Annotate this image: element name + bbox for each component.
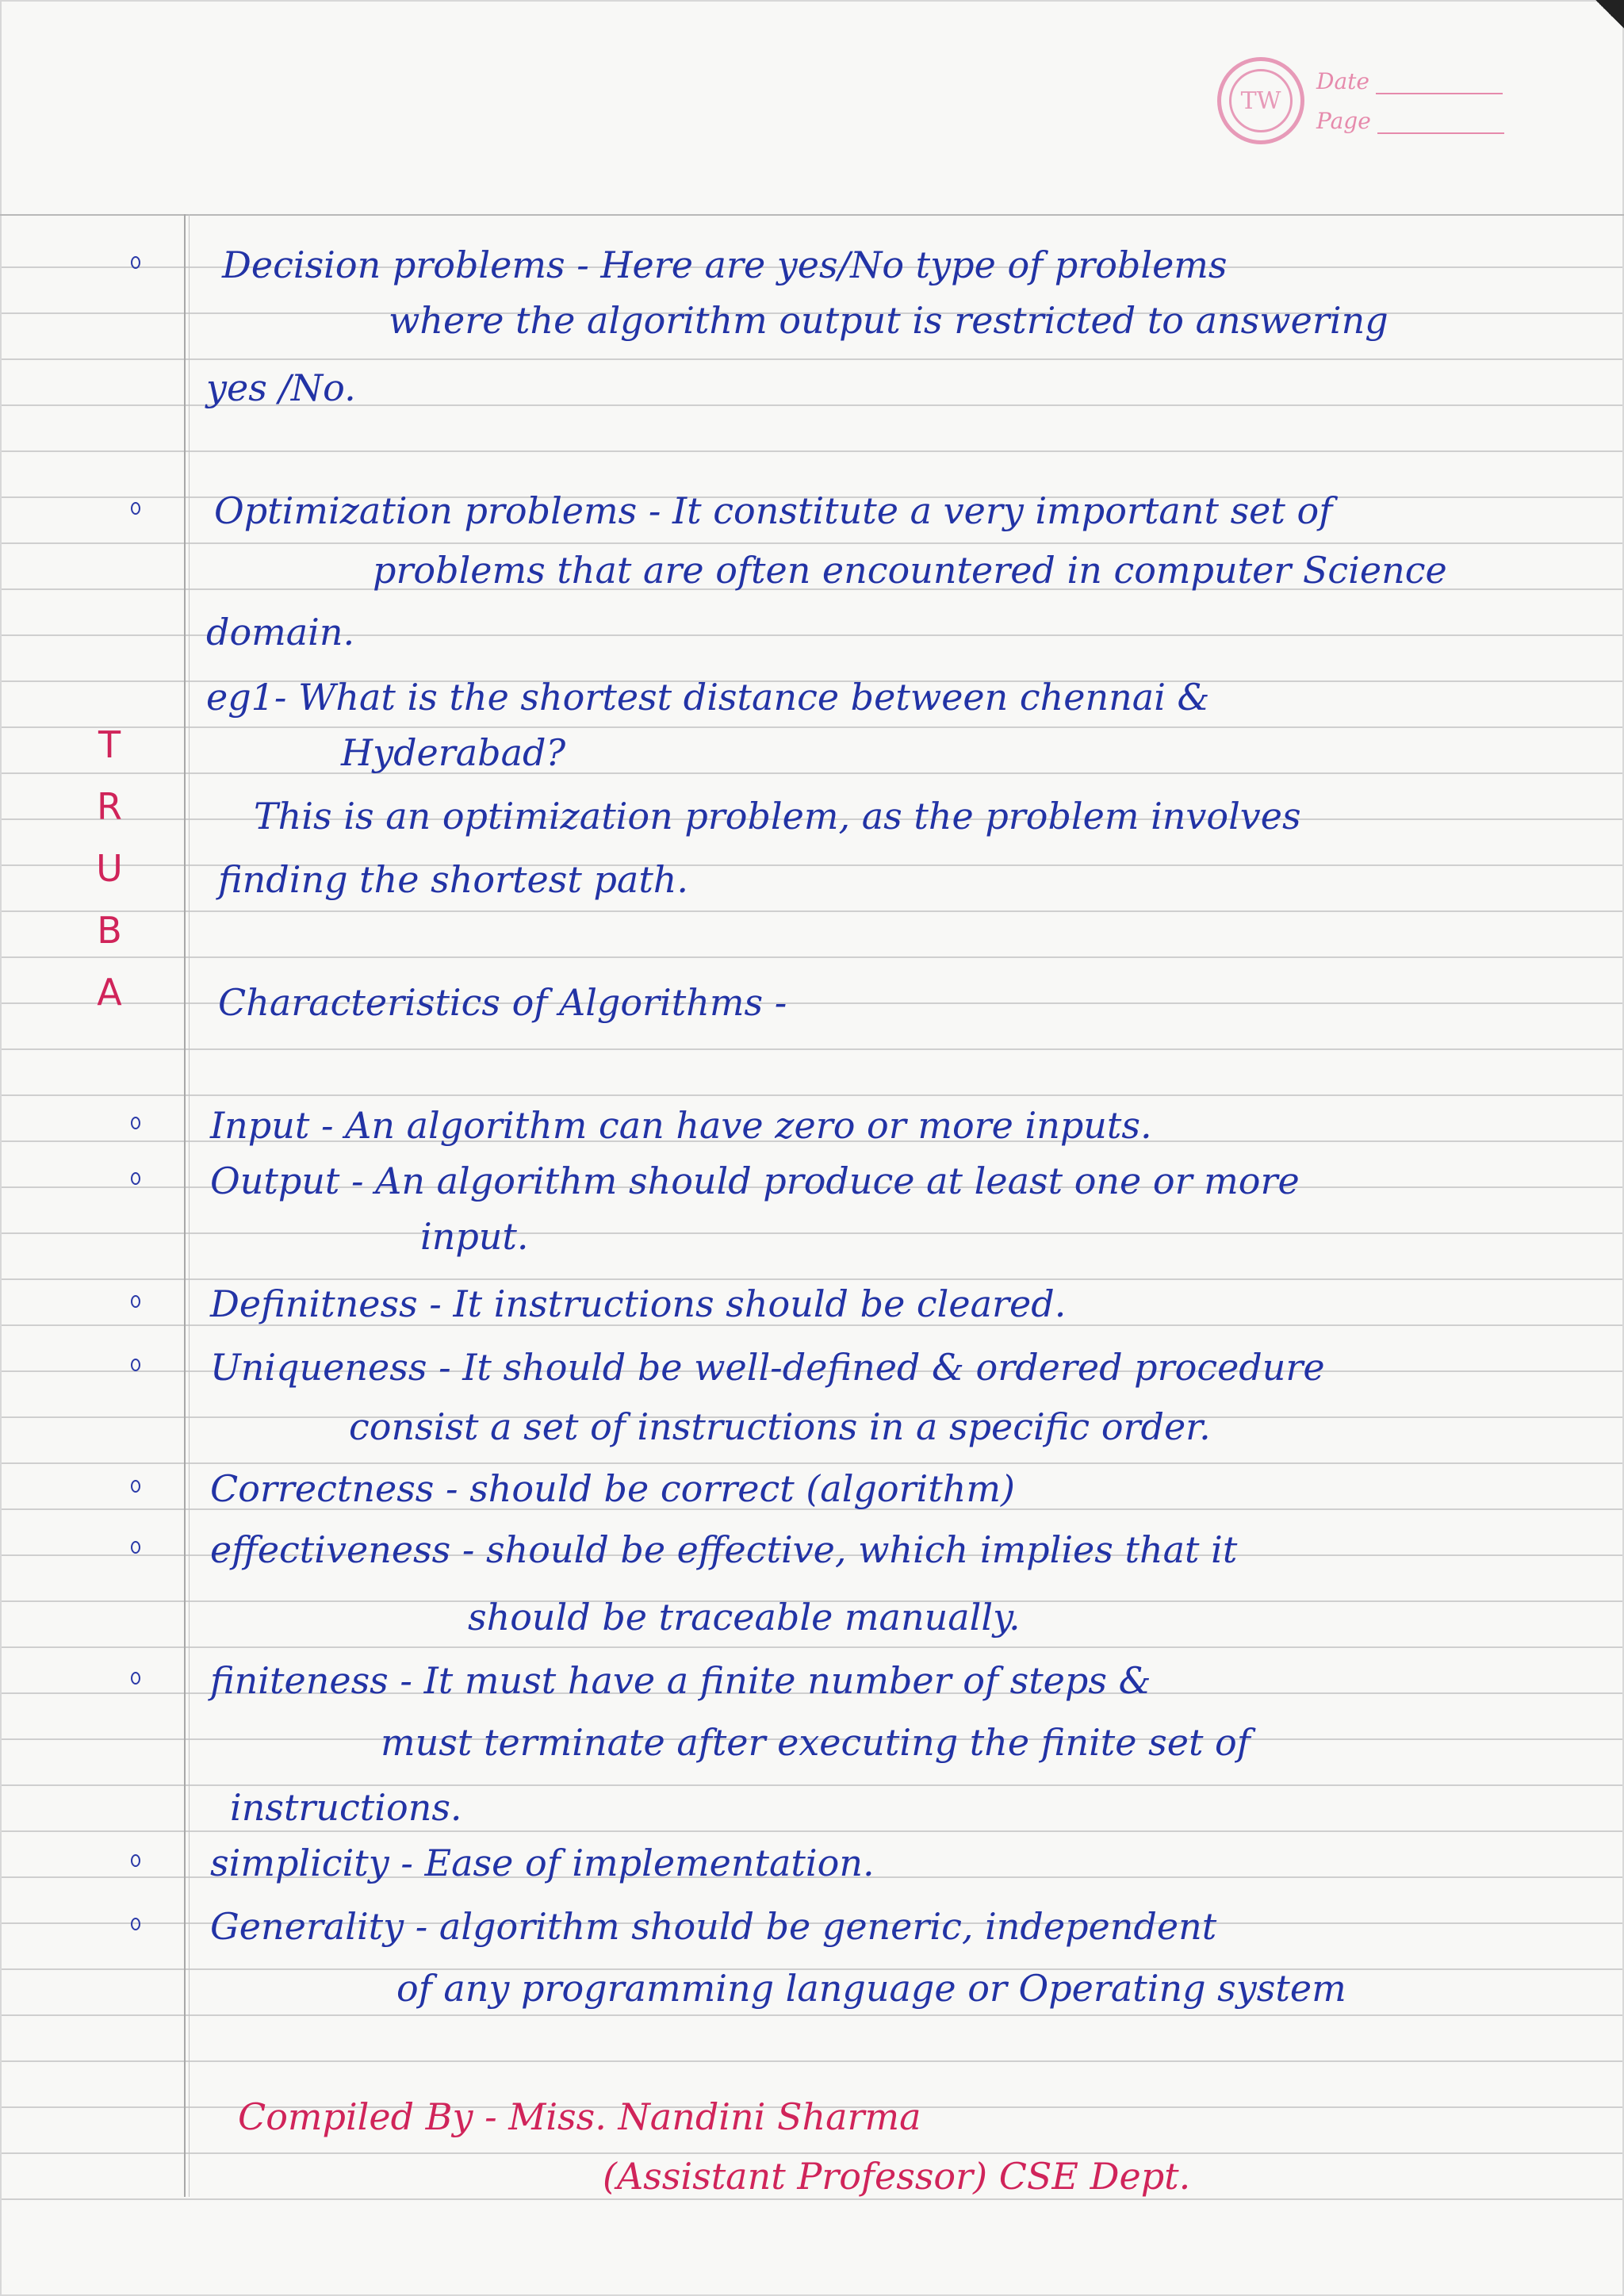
side-letter-r: R [97, 785, 122, 828]
bullet-icon [131, 1541, 140, 1554]
list-item [0, 1658, 1624, 1704]
bullet-icon [131, 1172, 140, 1185]
page-line [1377, 115, 1504, 134]
tw-logo-inner [1229, 69, 1293, 132]
line-text: Definitness - It instructions should be cleared. [210, 1282, 1067, 1325]
date-line [1376, 75, 1503, 94]
author-title-text: (Assistant Professor) CSE Dept. [603, 2155, 1191, 2198]
list-item [0, 1840, 1624, 1886]
list-item [0, 1903, 1624, 1949]
example-line [0, 857, 1624, 903]
bullet-icon [131, 1117, 140, 1129]
page-label: Page [1316, 108, 1371, 134]
line-text: effectiveness - should be effective, which implies that it [210, 1528, 1238, 1571]
line-text: Uniqueness - It should be well-defined & ordered procedure [210, 1346, 1325, 1389]
list-item-continuation [0, 1213, 1624, 1259]
line-text: domain. [206, 611, 355, 654]
line-text: Decision problems - Here are yes/No type of problems [222, 243, 1228, 286]
line-text: simplicity - Ease of implementation. [210, 1842, 875, 1884]
list-item [0, 1158, 1624, 1204]
list-item [0, 488, 1624, 534]
bullet-icon [131, 1359, 140, 1371]
list-item-continuation [0, 1965, 1624, 2011]
line-text: yes /No. [206, 366, 356, 409]
line-text: where the algorithm output is restricted to answering [389, 299, 1388, 342]
bullet-icon [131, 1918, 140, 1930]
list-item-continuation [0, 297, 1624, 343]
list-item-continuation [0, 547, 1624, 593]
author-title [0, 2153, 1624, 2199]
list-item-continuation [0, 1404, 1624, 1450]
date-label: Date [1316, 68, 1369, 94]
side-letter-u: U [96, 847, 123, 890]
side-letter-t: T [98, 723, 121, 766]
date-field [1316, 68, 1503, 94]
example-line [0, 674, 1624, 720]
line-text: Optimization problems - It constitute a very important set of [214, 489, 1333, 532]
list-item-continuation [0, 1594, 1624, 1640]
list-item-continuation [0, 365, 1624, 411]
side-letter-b: B [97, 909, 122, 952]
line-text: finding the shortest path. [218, 858, 689, 901]
line-text: finiteness - It must have a finite number of steps & [210, 1659, 1151, 1702]
list-item [0, 1527, 1624, 1573]
bullet-icon [131, 502, 140, 515]
list-item [0, 242, 1624, 288]
line-text: input. [420, 1215, 529, 1258]
bullet-icon [131, 1854, 140, 1867]
list-item [0, 1102, 1624, 1148]
list-item-continuation [0, 1719, 1624, 1765]
page-corner-mark [1592, 0, 1624, 32]
side-letter-a: A [97, 971, 122, 1014]
line-text: Output - An algorithm should produce at least one or more [210, 1159, 1300, 1202]
heading-characteristics: Characteristics of Algorithms - [218, 981, 787, 1024]
compiled-by-text: Compiled By - Miss. Nandini Sharma [238, 2095, 921, 2138]
line-text: Hyderabad? [341, 731, 566, 774]
tw-logo-icon [1237, 77, 1285, 125]
line-text: instructions. [230, 1786, 462, 1829]
svg-text:TW: TW [1240, 87, 1281, 115]
list-item-continuation [0, 609, 1624, 655]
section-heading [0, 979, 1624, 1025]
list-item [0, 1281, 1624, 1327]
line-text: consist a set of instructions in a specific order. [349, 1405, 1211, 1448]
compiled-by [0, 2094, 1624, 2140]
top-rule [0, 214, 1624, 216]
bullet-icon [131, 1480, 140, 1493]
example-line [0, 793, 1624, 839]
line-text: This is an optimization problem, as the problem involves [254, 795, 1301, 838]
line-text: Input - An algorithm can have zero or more inputs. [210, 1104, 1152, 1147]
list-item [0, 1344, 1624, 1390]
bullet-icon [131, 1295, 140, 1308]
line-text: eg1- What is the shortest distance between chennai & [206, 676, 1210, 719]
bullet-icon [131, 256, 140, 269]
example-line [0, 730, 1624, 776]
line-text: must terminate after executing the finite set of [381, 1721, 1251, 1764]
tw-logo [1217, 57, 1304, 144]
line-text: problems that are often encountered in computer Science [373, 549, 1447, 592]
line-text: should be traceable manually. [468, 1596, 1021, 1639]
page-field [1316, 108, 1504, 134]
line-text: Correctness - should be correct (algorithm) [210, 1467, 1015, 1510]
line-text: of any programming language or Operating system [396, 1967, 1346, 2010]
list-item-continuation [0, 1784, 1624, 1830]
list-item [0, 1466, 1624, 1512]
line-text: Generality - algorithm should be generic, independent [210, 1905, 1217, 1948]
bullet-icon [131, 1672, 140, 1685]
